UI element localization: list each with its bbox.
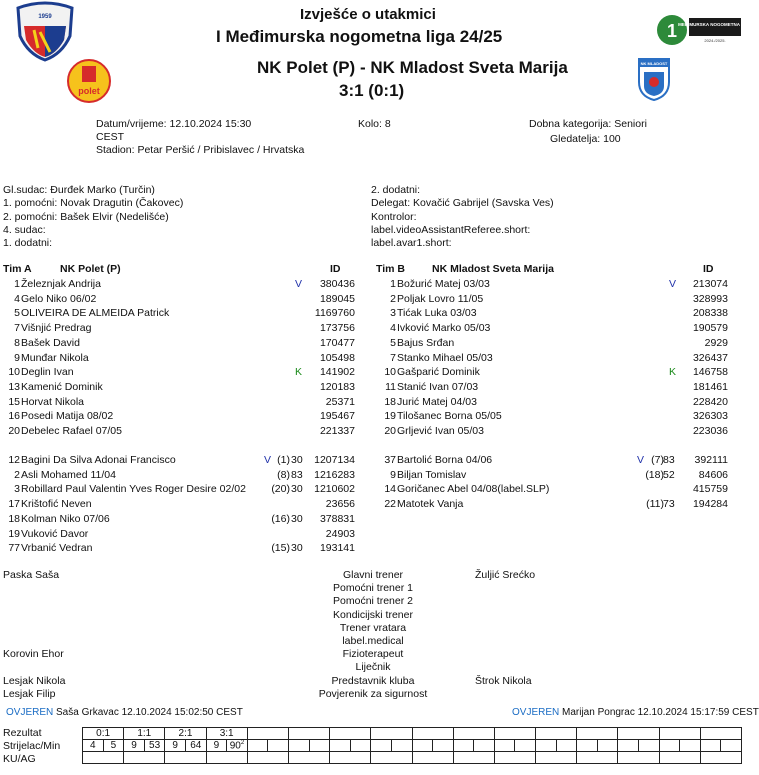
away-club-crest [636, 56, 672, 102]
player-number: 9 [390, 468, 396, 481]
staff-home-person: Paska Saša [3, 569, 60, 581]
result-table [82, 727, 742, 764]
ku-ag-cell [618, 752, 659, 764]
result-label: KU/AG [3, 753, 36, 765]
scorer-cell [371, 740, 392, 752]
sub-minute: 30 [291, 542, 303, 555]
player-id: 25371 [325, 395, 355, 408]
scorer-value: 5 [110, 740, 117, 752]
score-cell [700, 728, 741, 740]
scorer-cell [247, 740, 268, 752]
official-line: Kontrolor: [371, 210, 417, 223]
ku-ag-cell [206, 752, 247, 764]
player-id: 170477 [319, 336, 355, 349]
staff-role: Trener vratara [339, 621, 407, 634]
player-name: Kolman Niko 07/06 [21, 512, 110, 525]
player-number: 18 [8, 512, 20, 525]
player-number: 1 [390, 278, 396, 290]
match-timezone: CEST [96, 131, 125, 143]
scorer-value: 9 [213, 740, 220, 752]
officials-left [3, 184, 183, 250]
player-id: 173756 [319, 322, 355, 335]
player-number: 7 [14, 322, 20, 335]
player-name: OLIVEIRA DE ALMEIDA Patrick [21, 307, 170, 320]
score-cell [412, 728, 453, 740]
player-name: Debelec Rafael 07/05 [21, 425, 122, 437]
official-line: Gl.sudac: Đurđek Marko (Turčin) [3, 184, 155, 196]
player-number: 19 [384, 410, 396, 423]
ku-ag-cell [165, 752, 206, 764]
player-number: 10 [384, 366, 396, 379]
player-name: Grljević Ivan 05/03 [397, 425, 484, 437]
spectators: Gledatelja: 100 [550, 133, 621, 145]
player-number: 10 [8, 366, 20, 379]
staff-role: Glavni trener [342, 569, 404, 581]
player-number: 3 [14, 483, 20, 496]
player-number: 4 [390, 322, 396, 335]
player-number: 2 [390, 292, 396, 305]
scorer-cell [577, 740, 598, 752]
player-number: 3 [390, 307, 396, 320]
scorer-cell [83, 740, 104, 752]
player-number: 7 [390, 351, 396, 364]
scorer-cell [350, 740, 371, 752]
scorer-cell [268, 740, 289, 752]
ku-ag-cell [700, 752, 741, 764]
scorer-value: 9 [131, 740, 137, 752]
ku-ag-cell [288, 752, 329, 764]
report-title: Izvješće o utakmici [300, 6, 436, 23]
player-id: 328993 [692, 292, 728, 305]
player-id: 190579 [692, 322, 728, 335]
player-id: 1169760 [314, 307, 355, 320]
player-id: 146758 [692, 366, 728, 379]
player-id: 23656 [325, 498, 355, 511]
league-logo [656, 12, 752, 48]
player-name: Robillard Paul Valentin Yves Roger Desire 02/02 [21, 483, 246, 496]
scorer-cell [309, 740, 330, 752]
player-number: 20 [8, 425, 20, 437]
player-name: Gelo Niko 06/02 [21, 292, 97, 305]
scorer-cell [721, 740, 742, 752]
ku-ag-cell [536, 752, 577, 764]
player-id: 141902 [319, 366, 355, 379]
scorer-cell [124, 740, 145, 752]
player-id: 195467 [319, 410, 355, 423]
ku-ag-cell [494, 752, 535, 764]
player-role-mark: V [669, 278, 677, 290]
player-name: Jurić Matej 04/03 [397, 395, 477, 408]
staff-role: Fizioterapeut [342, 648, 404, 661]
player-id: 221337 [319, 425, 355, 437]
ku-ag-cell [412, 752, 453, 764]
match-datetime: Datum/vrijeme: 12.10.2024 15:30 [96, 118, 252, 130]
scorer-cell [474, 740, 495, 752]
player-name: Krištofić Neven [21, 498, 92, 511]
official-line: 1. dodatni: [3, 237, 53, 250]
scorer-cell [227, 740, 248, 752]
scorer-sup: 2 [240, 740, 245, 746]
player-name: Posedi Matija 08/02 [21, 410, 114, 423]
player-number: 5 [390, 336, 396, 349]
ku-ag-cell [453, 752, 494, 764]
home-club-crest [12, 2, 78, 62]
scorer-cell [206, 740, 227, 752]
official-line: 2. dodatni: [371, 184, 421, 196]
staff-role: label.medical [342, 635, 404, 647]
match-title: NK Polet (P) - NK Mladost Sveta Marija [257, 58, 568, 77]
official-line: label.avar1.short: [371, 237, 452, 250]
scorer-cell [144, 740, 165, 752]
scorer-cell [680, 740, 701, 752]
player-number: 15 [8, 395, 20, 408]
scorer-cell [391, 740, 412, 752]
player-role-mark: V [264, 454, 272, 466]
score-cell [577, 728, 618, 740]
scorer-cell [288, 740, 309, 752]
player-name: Gašparić Dominik [397, 366, 480, 379]
sub-minute: 30 [291, 454, 303, 466]
official-line: 2. pomoćni: Bašek Elvir (Nedelišće) [3, 210, 169, 223]
player-name: Vrbanić Vedran [21, 542, 93, 555]
player-number: 18 [384, 395, 396, 408]
scorer-cell [433, 740, 454, 752]
scorer-cell [618, 740, 639, 752]
score-cell [618, 728, 659, 740]
ku-ag-cell [371, 752, 412, 764]
player-name: Bartolić Borna 04/06 [397, 454, 493, 466]
player-number: 2 [14, 468, 20, 481]
scorer-value: 90 [229, 740, 241, 752]
scorer-cell [515, 740, 536, 752]
player-number: 16 [8, 410, 20, 423]
player-id: 193141 [319, 542, 355, 555]
team-b-name: NK Mladost Sveta Marija [432, 263, 554, 275]
scorer-cell [536, 740, 557, 752]
home-logo-text: polet [78, 86, 100, 96]
scorer-cell [185, 740, 206, 752]
player-number: 77 [8, 542, 20, 555]
score-cell [330, 728, 371, 740]
score-cell: 2:1 [165, 728, 206, 740]
scorer-cell [494, 740, 515, 752]
home-club-logo [66, 58, 112, 104]
sub-for: (16) [271, 512, 290, 525]
team-a-name: NK Polet (P) [60, 263, 121, 275]
player-number: 14 [384, 483, 396, 496]
scorer-cell [330, 740, 351, 752]
score-cell: 3:1 [206, 728, 247, 740]
match-score: 3:1 (0:1) [339, 81, 405, 100]
player-role-mark: K [669, 366, 677, 379]
player-name: Biljan Tomislav [397, 468, 467, 481]
staff-home-person: Korovin Ehor [3, 648, 64, 661]
player-id: 105498 [319, 351, 355, 364]
scorer-cell [412, 740, 433, 752]
team-a-label: Tim A [3, 263, 32, 275]
player-id: 380436 [319, 278, 355, 290]
sub-for: (11) [646, 498, 664, 511]
officials-right [371, 184, 554, 250]
player-number: 20 [384, 425, 396, 437]
player-number: 17 [8, 498, 20, 511]
player-name: Železnjak Andrija [21, 278, 101, 290]
sub-for: (8) [277, 468, 290, 481]
staff-away-person: Žuljić Srećko [475, 569, 536, 581]
sub-for: (1) [277, 454, 290, 466]
away-crest-text: NK MLADOST [640, 61, 668, 66]
player-id: 213074 [692, 278, 728, 290]
player-name: Matotek Vanja [397, 498, 464, 511]
scorer-cell [597, 740, 618, 752]
match-stadium: Stadion: Petar Peršić / Pribislavec / Hrvatska [96, 144, 305, 156]
sub-for: (15) [271, 542, 290, 555]
verified-label: OVJEREN [512, 707, 560, 718]
staff-role: Predstavnik kluba [331, 674, 415, 687]
player-number: 19 [8, 527, 20, 540]
player-id: 1216283 [314, 468, 355, 481]
player-id: 84606 [698, 468, 728, 481]
player-name: Božurić Matej 03/03 [397, 278, 490, 290]
sub-minute: 30 [291, 483, 303, 496]
verified-away-text: Marijan Pongrac 12.10.2024 15:17:59 CEST [562, 707, 759, 718]
player-id: 378831 [319, 512, 355, 525]
league-logo-number: 1 [666, 21, 678, 41]
score-cell [371, 728, 412, 740]
player-name: Kamenić Dominik [21, 380, 103, 393]
player-name: Stanko Mihael 05/03 [397, 351, 493, 364]
scorer-cell [165, 740, 186, 752]
player-name: Deglin Ivan [21, 366, 74, 379]
league-logo-text: MEĐIMURSKA NOGOMETNA LIGA [678, 22, 752, 27]
player-id: 392111 [694, 454, 728, 466]
player-name: Višnjić Predrag [21, 322, 92, 335]
player-name: Munđar Nikola [21, 351, 89, 364]
ku-ag-cell [247, 752, 288, 764]
player-id: 326437 [692, 351, 728, 364]
player-name: Poljak Lovro 11/05 [397, 292, 484, 305]
player-number: 22 [384, 498, 396, 511]
official-line: 4. sudac: [3, 223, 46, 236]
player-name: Tilošanec Borna 05/05 [397, 410, 502, 423]
player-id: 208338 [692, 307, 728, 320]
sub-for: (7) [651, 454, 664, 466]
player-name: Goričanec Abel 04/08(label.SLP) [397, 483, 550, 496]
player-name: Vuković Davor [21, 527, 89, 540]
player-id: 181461 [692, 380, 728, 393]
player-id: 2929 [704, 336, 728, 349]
player-name: Horvat Nikola [21, 395, 85, 408]
staff-role: Liječnik [355, 661, 391, 674]
player-id: 120183 [319, 380, 355, 393]
staff-away-person: Štrok Nikola [475, 674, 532, 687]
ku-ag-cell [330, 752, 371, 764]
sub-minute: 52 [663, 468, 675, 481]
player-id: 24903 [325, 527, 355, 540]
scorer-cell [639, 740, 660, 752]
scorer-cell [103, 740, 124, 752]
team-b-id-header: ID [703, 263, 714, 275]
official-line: Delegat: Kovačić Gabrijel (Savska Ves) [371, 197, 554, 210]
match-round: Kolo: 8 [358, 118, 391, 130]
player-id: 415759 [692, 483, 728, 496]
score-cell: 1:1 [124, 728, 165, 740]
league-title: I Međimurska nogometna liga 24/25 [216, 27, 503, 46]
player-number: 9 [14, 351, 20, 364]
ku-ag-cell [659, 752, 700, 764]
ku-ag-cell [124, 752, 165, 764]
scorer-value: 53 [149, 740, 161, 752]
result-labels [3, 727, 60, 766]
player-number: 12 [8, 454, 20, 466]
player-name: Ivković Marko 05/03 [397, 322, 491, 335]
player-id: 228420 [692, 395, 728, 408]
verified-label: OVJEREN [6, 707, 54, 718]
player-name: Bagini Da Silva Adonai Francisco [21, 454, 176, 466]
player-number: 4 [14, 292, 20, 305]
player-name: Bajus Srđan [397, 336, 455, 349]
player-id: 223036 [692, 425, 728, 437]
player-id: 1207134 [314, 454, 355, 466]
scorer-value: 9 [172, 740, 178, 752]
result-label: Strijelac/Min [3, 740, 61, 752]
player-role-mark: V [295, 278, 303, 290]
score-cell [247, 728, 288, 740]
staff-role: Povjerenik za sigurnost [318, 687, 428, 700]
player-id: 194284 [692, 498, 728, 511]
player-number: 13 [8, 380, 20, 393]
svg-text:1959: 1959 [38, 14, 52, 20]
player-name: Asli Mohamed 11/04 [21, 468, 116, 481]
player-id: 326303 [692, 410, 728, 423]
player-role-mark: V [637, 454, 645, 466]
league-logo-year: 2024./2025. [704, 38, 726, 43]
player-number: 1 [14, 278, 20, 290]
score-cell: 0:1 [83, 728, 124, 740]
player-id: 189045 [319, 292, 355, 305]
scorer-cell [700, 740, 721, 752]
official-line: 1. pomoćni: Novak Dragutin (Čakovec) [3, 197, 184, 210]
score-cell [536, 728, 577, 740]
scorer-cell [659, 740, 680, 752]
sub-minute: 83 [291, 468, 303, 481]
team-a-id-header: ID [330, 263, 341, 275]
player-number: 11 [385, 380, 396, 393]
score-cell [453, 728, 494, 740]
result-label: Rezultat [3, 727, 42, 739]
player-name: Bašek David [21, 336, 80, 349]
scorer-value: 64 [190, 740, 202, 752]
scorer-value: 4 [90, 740, 96, 752]
team-b-label: Tim B [376, 263, 405, 275]
ku-ag-cell [83, 752, 124, 764]
player-id: 1210602 [314, 483, 355, 496]
staff-role: Pomoćni trener 2 [333, 595, 413, 608]
staff-role: Pomoćni trener 1 [333, 582, 413, 595]
staff-home-person: Lesjak Filip [3, 687, 56, 700]
verified-home-text: Saša Grkavac 12.10.2024 15:02:50 CEST [56, 707, 243, 718]
player-name: Stanić Ivan 07/03 [397, 380, 479, 393]
sub-minute: 73 [663, 498, 675, 511]
verified-home [6, 707, 243, 718]
sub-for: (20) [271, 483, 290, 496]
sub-minute: 83 [663, 454, 675, 466]
scorer-cell [453, 740, 474, 752]
sub-minute: 30 [291, 512, 303, 525]
player-number: 5 [14, 307, 20, 320]
player-number: 8 [14, 336, 20, 349]
scorer-cell [556, 740, 577, 752]
player-role-mark: K [295, 366, 303, 379]
staff-home-person: Lesjak Nikola [3, 674, 66, 687]
player-name: Tićak Luka 03/03 [397, 307, 477, 320]
score-cell [494, 728, 535, 740]
verified-away [512, 707, 759, 718]
player-number: 37 [384, 454, 396, 466]
staff-role: Kondicijski trener [333, 608, 413, 621]
score-cell [659, 728, 700, 740]
sub-for: (18) [645, 468, 664, 481]
score-cell [288, 728, 329, 740]
ku-ag-cell [577, 752, 618, 764]
age-category: Dobna kategorija: Seniori [529, 118, 647, 130]
official-line: label.videoAssistantReferee.short: [371, 223, 531, 236]
